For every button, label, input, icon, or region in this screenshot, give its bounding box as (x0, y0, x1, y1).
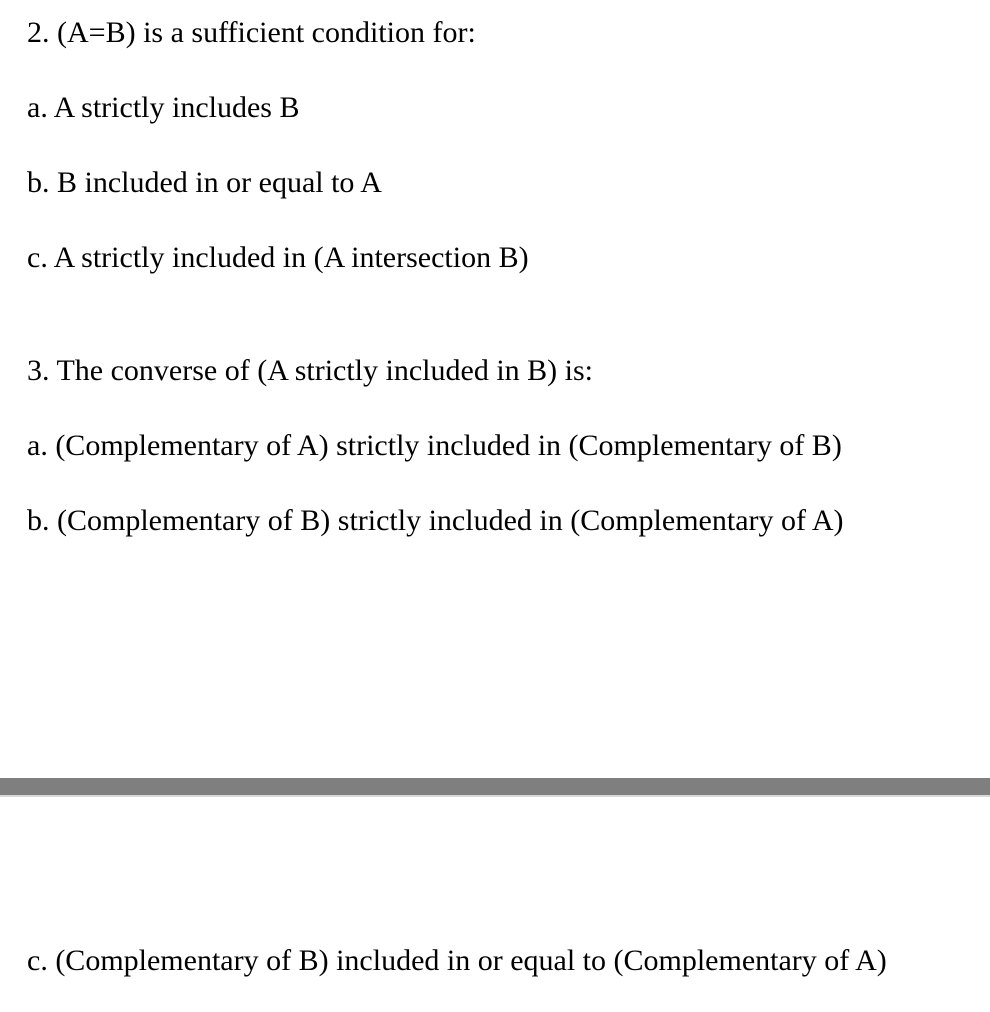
question-3-option-a[interactable]: a. (Complementary of A) strictly included in (Complementary of B) (27, 429, 842, 462)
question-3-stem: 3. The converse of (A strictly included in B) is: (27, 354, 594, 387)
question-2-option-c[interactable]: c. A strictly included in (A intersection B) (27, 241, 529, 274)
question-3-option-b[interactable]: b. (Complementary of B) strictly included in (Complementary of A) (27, 504, 844, 537)
page-break-divider (0, 778, 990, 797)
question-2-stem: 2. (A=B) is a sufficient condition for: (27, 16, 476, 49)
question-2-option-b[interactable]: b. B included in or equal to A (27, 166, 382, 199)
question-2-option-a[interactable]: a. A strictly includes B (27, 91, 300, 124)
document-page-bottom (0, 797, 990, 1012)
question-3-option-c[interactable]: c. (Complementary of B) included in or equal to (Complementary of A) (27, 944, 887, 977)
